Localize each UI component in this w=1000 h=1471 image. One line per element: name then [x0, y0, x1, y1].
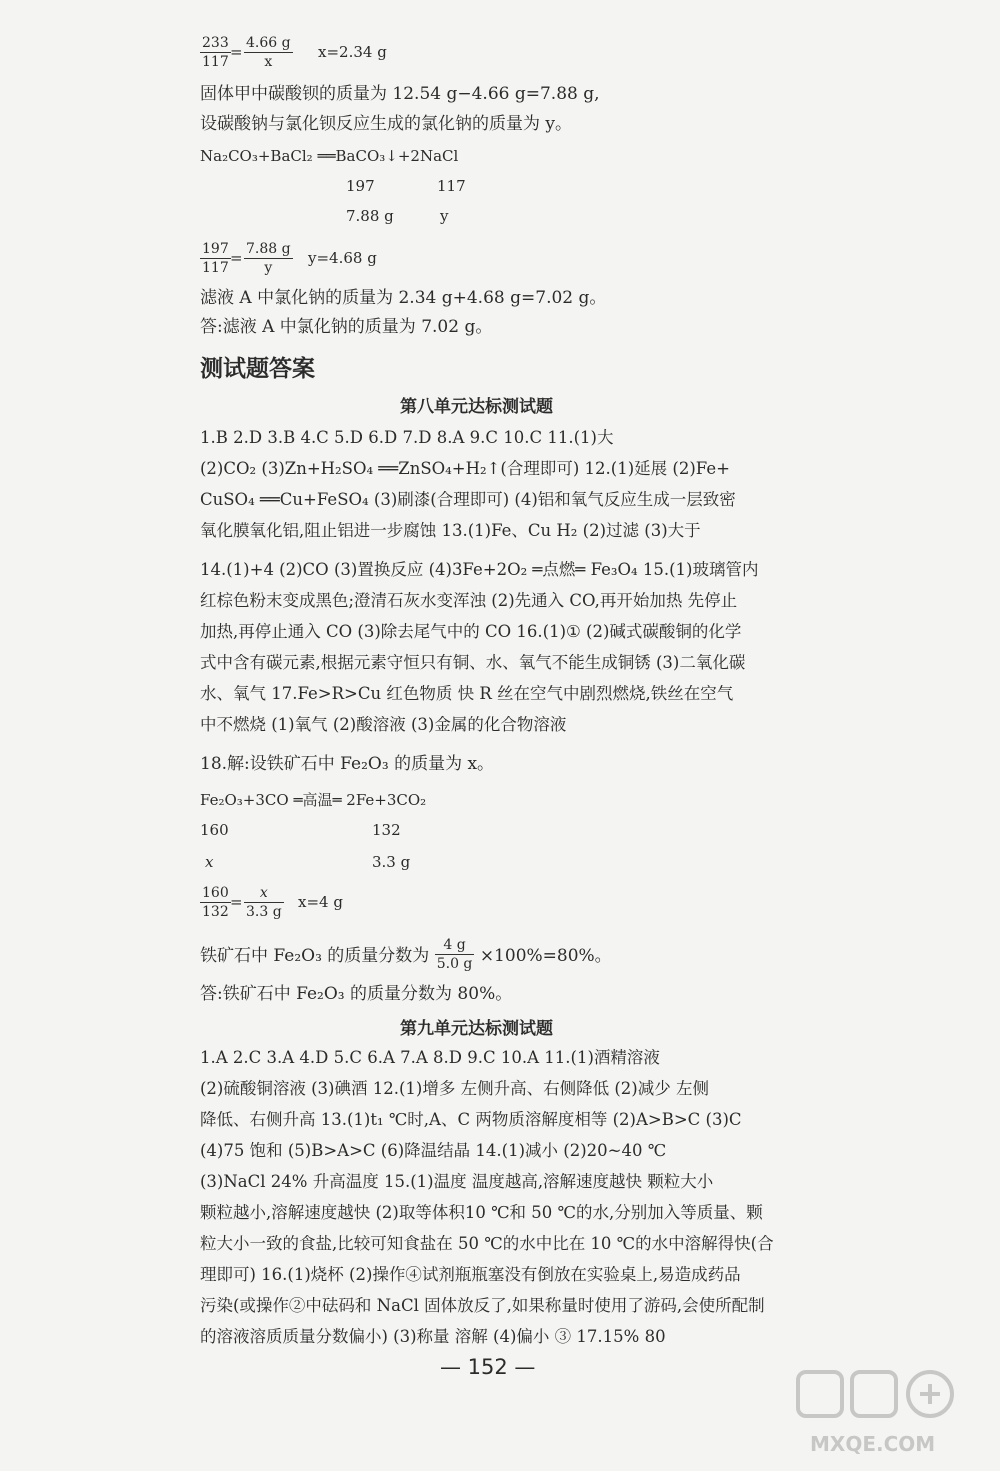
fraction-x-33 — [244, 884, 284, 921]
answer-line: 理即可) 16.(1)烧杯 (2)操作④试剂瓶瓶塞没有倒放在实验桌上,易造成药品 — [200, 1265, 741, 1284]
fraction-160-132 — [200, 884, 231, 921]
unit9-answers — [200, 1042, 780, 1352]
fraction-denominator: y — [264, 260, 273, 276]
answer-line: 水、氧气 17.Fe>R>Cu 红色物质 快 R 丝在空气中剧烈燃烧,铁丝在空气 — [200, 684, 734, 703]
fraction-denominator: 117 — [202, 260, 229, 276]
text-line: 设碳酸钠与氯化钡反应生成的氯化钠的质量为 y。 — [200, 114, 573, 134]
answer-line: (2)硫酸铜溶液 (3)碘酒 12.(1)增多 左侧升高、右侧降低 (2)减少 左侧 — [200, 1079, 709, 1098]
watermark — [790, 1366, 980, 1461]
result-y: y=4.68 g — [308, 249, 377, 267]
answer-line: 降低、右侧升高 13.(1)t₁ ℃时,A、C 两物质溶解度相等 (2)A>B>C (3)C — [200, 1110, 742, 1129]
answer-line: 加热,再停止通入 CO (3)除去尾气中的 CO 16.(1)① (2)碱式碳酸铜的化学 — [200, 622, 742, 641]
fraction-numerator: 4 g — [435, 936, 475, 955]
question-18: 18.解:设铁矿石中 Fe₂O₃ 的质量为 x。 — [200, 754, 495, 774]
equals-sign: = — [230, 249, 243, 267]
answer-line: 式中含有碳元素,根据元素守恒只有铜、水、氧气不能生成铜锈 (3)二氧化碳 — [200, 653, 746, 672]
answer-line: 氧化膜氧化铝,阻止铝进一步腐蚀 13.(1)Fe、Cu H₂ (2)过滤 (3)大于 — [200, 521, 701, 540]
answer-line: CuSO₄ ══Cu+FeSO₄ (3)刷漆(合理即可) (4)铝和氧气反应生成一层致密 — [200, 490, 736, 509]
section-title: 测试题答案 — [200, 356, 315, 382]
answer-line: (4)75 饱和 (5)B>A>C (6)降温结晶 14.(1)减小 (2)20~40 ℃ — [200, 1141, 667, 1160]
answer-line: 颗粒越小,溶解速度越快 (2)取等体积10 ℃和 50 ℃的水,分别加入等质量、颗 — [200, 1203, 763, 1222]
answer-line: 的溶液溶质质量分数偏小) (3)称量 溶解 (4)偏小 ③ 17.15% 80 — [200, 1327, 666, 1346]
fraction-numerator: 160 — [202, 885, 229, 901]
mass-fraction-result: ×100%=80%。 — [479, 946, 612, 966]
fraction-denominator: 117 — [202, 54, 229, 70]
chemical-equation: Na₂CO₃+BaCl₂ ══BaCO₃↓+2NaCl — [200, 147, 459, 165]
chemical-equation: Fe₂O₃+3CO ═高温═ 2Fe+3CO₂ — [200, 791, 427, 809]
molar-mass: 117 — [437, 177, 466, 195]
answer-line: 粒大小一致的食盐,比较可知食盐在 50 ℃的水中比在 10 ℃的水中溶解得快(合 — [200, 1234, 774, 1253]
watermark-logo-icon — [790, 1366, 980, 1426]
result-x: x=4 g — [298, 893, 343, 911]
mass-fraction-label: 铁矿石中 Fe₂O₃ 的质量分数为 — [200, 946, 430, 966]
result-x: x=2.34 g — [318, 43, 387, 61]
molar-mass: 160 — [200, 821, 229, 839]
fraction-denominator: 5.0 g — [436, 956, 473, 972]
answer-line: 14.(1)+4 (2)CO (3)置换反应 (4)3Fe+2O₂ ═点燃═ Fe₃O₄ 15.(1)玻璃管内 — [200, 560, 759, 579]
fraction-denominator: 3.3 g — [246, 904, 282, 920]
mass-value: x — [205, 853, 214, 871]
fraction-numerator: 4.66 g — [246, 35, 291, 51]
equals-sign: = — [230, 43, 243, 61]
molar-mass: 197 — [346, 177, 375, 195]
unit9-title: 第九单元达标测试题 — [400, 1019, 553, 1039]
fraction-466-x — [244, 34, 293, 71]
equals-sign: = — [230, 893, 243, 911]
watermark-text: MXQE.COM — [810, 1432, 936, 1456]
answer-line: 中不燃烧 (1)氧气 (2)酸溶液 (3)金属的化合物溶液 — [200, 715, 567, 734]
fraction-numerator: 7.88 g — [246, 241, 291, 257]
fraction-denominator: 132 — [202, 904, 229, 920]
answer-line: 答:铁矿石中 Fe₂O₃ 的质量分数为 80%。 — [200, 984, 513, 1004]
answer-line: 答:滤液 A 中氯化钠的质量为 7.02 g。 — [200, 317, 493, 337]
mass-value: y — [440, 207, 449, 225]
molar-mass: 132 — [372, 821, 401, 839]
fraction-numerator: x — [244, 884, 284, 903]
fraction-numerator: 197 — [202, 241, 229, 257]
answer-line: 1.A 2.C 3.A 4.D 5.C 6.A 7.A 8.D 9.C 10.A 11.(1)酒精溶液 — [200, 1048, 660, 1067]
unit8-answers — [200, 422, 780, 740]
mass-value: 3.3 g — [372, 853, 411, 871]
answer-line: (3)NaCl 24% 升高温度 15.(1)温度 温度越高,溶解速度越快 颗粒大小 — [200, 1172, 714, 1191]
answer-line: 红棕色粉末变成黑色;澄清石灰水变浑浊 (2)先通入 CO,再开始加热 先停止 — [200, 591, 738, 610]
fraction-233-117 — [200, 34, 231, 71]
fraction-197-117 — [200, 240, 231, 277]
mass-value: 7.88 g — [346, 207, 394, 225]
fraction-788-y — [244, 240, 293, 277]
fraction-4-5 — [435, 936, 475, 973]
answer-line: 污染(或操作②中砝码和 NaCl 固体放反了,如果称量时使用了游码,会使所配制 — [200, 1296, 765, 1315]
fraction-denominator: x — [264, 54, 273, 70]
page-number: — 152 — — [440, 1355, 536, 1379]
mass-fraction-line — [200, 938, 612, 975]
unit8-title: 第八单元达标测试题 — [400, 397, 553, 417]
text-line: 固体甲中碳酸钡的质量为 12.54 g−4.66 g=7.88 g, — [200, 84, 600, 104]
fraction-numerator: 233 — [202, 35, 229, 51]
text-line: 滤液 A 中氯化钠的质量为 2.34 g+4.68 g=7.02 g。 — [200, 288, 607, 308]
answer-line: 1.B 2.D 3.B 4.C 5.D 6.D 7.D 8.A 9.C 10.C 11.(1)大 — [200, 428, 614, 447]
answer-line: (2)CO₂ (3)Zn+H₂SO₄ ══ZnSO₄+H₂↑(合理即可) 12.(1)延展 (2)Fe+ — [200, 459, 730, 478]
